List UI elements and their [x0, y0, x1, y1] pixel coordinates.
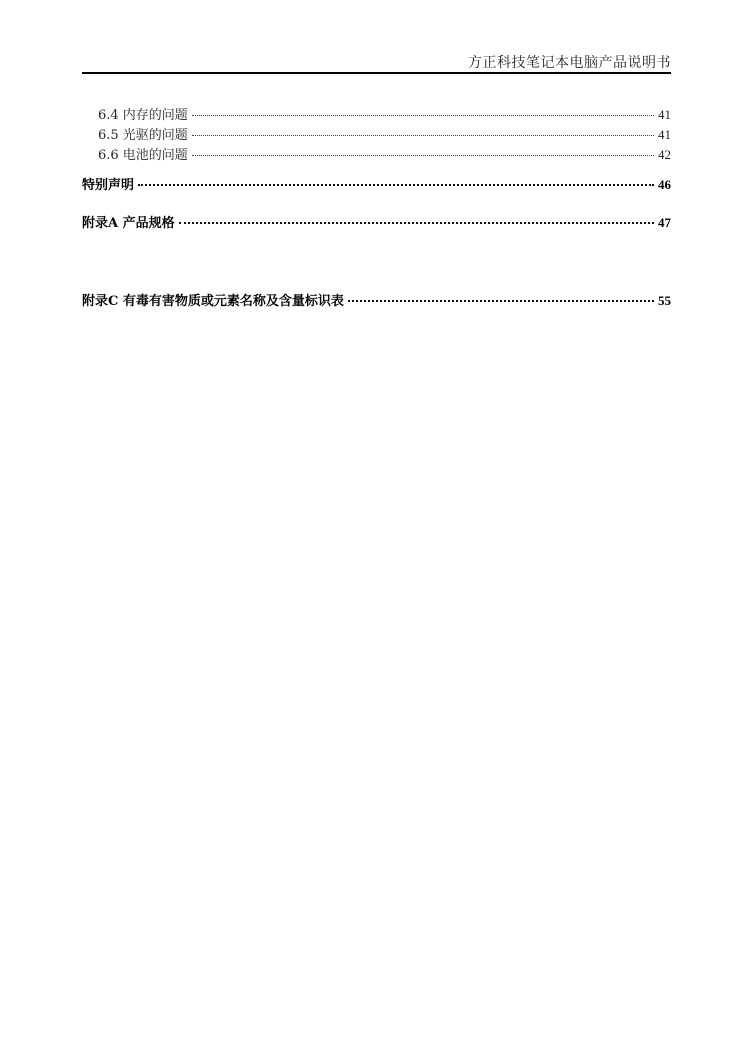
- toc-entry-appendix-c[interactable]: [82, 290, 671, 309]
- toc-entry-label: 6.4 内存的问题: [98, 108, 188, 123]
- toc-entry-page: 47: [658, 215, 671, 230]
- toc-entry-appendix-a[interactable]: [82, 212, 671, 231]
- page-header-title: 方正科技笔记本电脑产品说明书: [468, 55, 671, 71]
- toc-entry-label: 6.6 电池的问题: [98, 148, 188, 163]
- header-rule: [82, 72, 671, 74]
- toc-entry-page: 41: [658, 127, 671, 142]
- toc-entry-label: 特别声明: [82, 178, 135, 193]
- toc-entry-label: 6.5 光驱的问题: [98, 128, 188, 143]
- toc-leader-dots: [138, 184, 654, 186]
- toc-leader-dots: [192, 115, 654, 116]
- toc-leader-dots: [179, 222, 654, 224]
- toc-entry-label: 附录A 产品规格: [82, 216, 175, 231]
- toc-entry-page: 55: [658, 293, 671, 308]
- toc-entry-6-4[interactable]: [98, 104, 671, 123]
- toc-leader-dots: [192, 155, 654, 156]
- toc-leader-dots: [192, 135, 654, 136]
- toc-entry-label: 附录C 有毒有害物质或元素名称及含量标识表: [82, 294, 344, 309]
- toc-leader-dots: [348, 300, 654, 302]
- toc-entry-special-statement[interactable]: [82, 174, 671, 193]
- toc-entry-page: 42: [658, 147, 671, 162]
- toc-entry-page: 46: [658, 177, 671, 192]
- toc-entry-6-6[interactable]: [98, 144, 671, 163]
- toc-entry-6-5[interactable]: [98, 124, 671, 143]
- toc-entry-page: 41: [658, 107, 671, 122]
